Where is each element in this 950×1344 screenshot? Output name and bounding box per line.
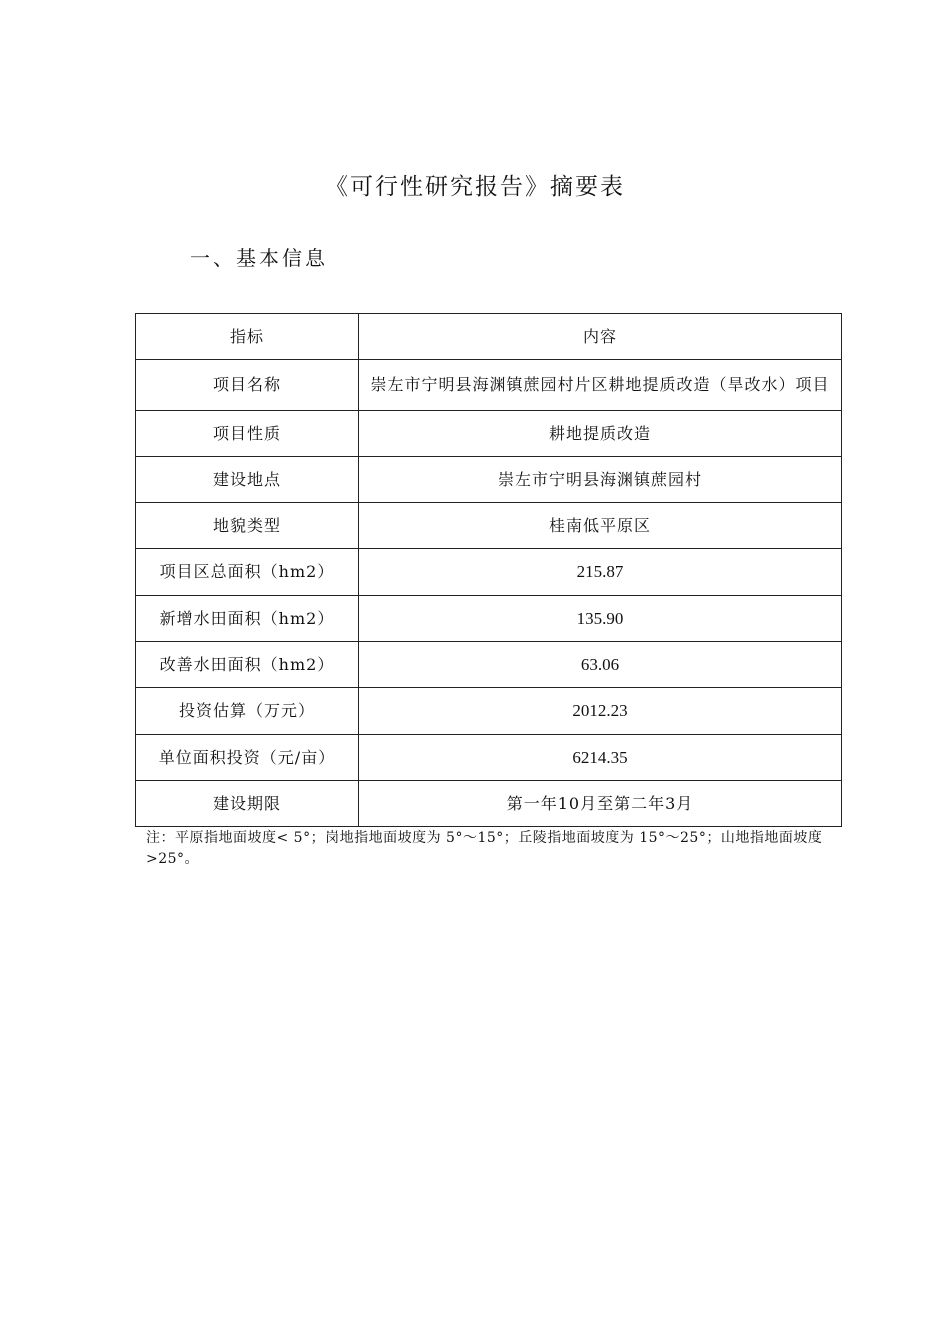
row-label: 投资估算（万元） (136, 688, 359, 735)
row-value: 6214.35 (359, 735, 842, 781)
row-label: 建设地点 (136, 457, 359, 503)
row-value: 崇左市宁明县海渊镇蔗园村 (359, 457, 842, 503)
summary-table (135, 313, 842, 827)
row-value: 2012.23 (359, 688, 842, 735)
table-row (136, 688, 842, 735)
table-footnote: 注：平原指地面坡度< 5°；岗地指地面坡度为 5°～15°；丘陵指地面坡度为 15°～25°；山地指地面坡度>25°。 (146, 830, 823, 867)
row-label: 项目性质 (136, 411, 359, 457)
header-cell-value: 内容 (359, 314, 842, 360)
row-value: 崇左市宁明县海渊镇蔗园村片区耕地提质改造（旱改水）项目 (359, 360, 842, 411)
row-label: 改善水田面积（hm2） (136, 642, 359, 688)
row-label: 项目区总面积（hm2） (136, 549, 359, 596)
header-cell-label: 指标 (136, 314, 359, 360)
row-value: 135.90 (359, 596, 842, 642)
row-value: 第一年10月至第二年3月 (359, 781, 842, 827)
row-value: 215.87 (359, 549, 842, 596)
row-label: 地貌类型 (136, 503, 359, 549)
table-row (136, 360, 842, 411)
row-label: 单位面积投资（元/亩） (136, 735, 359, 781)
row-value: 耕地提质改造 (359, 411, 842, 457)
table-row (136, 411, 842, 457)
table-row (136, 503, 842, 549)
table-row (136, 735, 842, 781)
row-label: 建设期限 (136, 781, 359, 827)
section-heading: 一、基本信息 (190, 246, 328, 270)
row-value: 桂南低平原区 (359, 503, 842, 549)
row-label: 新增水田面积（hm2） (136, 596, 359, 642)
row-value: 63.06 (359, 642, 842, 688)
table-row (136, 642, 842, 688)
page-title: 《可行性研究报告》摘要表 (325, 174, 625, 200)
table-row (136, 457, 842, 503)
table-row (136, 781, 842, 827)
row-label: 项目名称 (136, 360, 359, 411)
table-header-row (136, 314, 842, 360)
table-row (136, 549, 842, 596)
table-row (136, 596, 842, 642)
